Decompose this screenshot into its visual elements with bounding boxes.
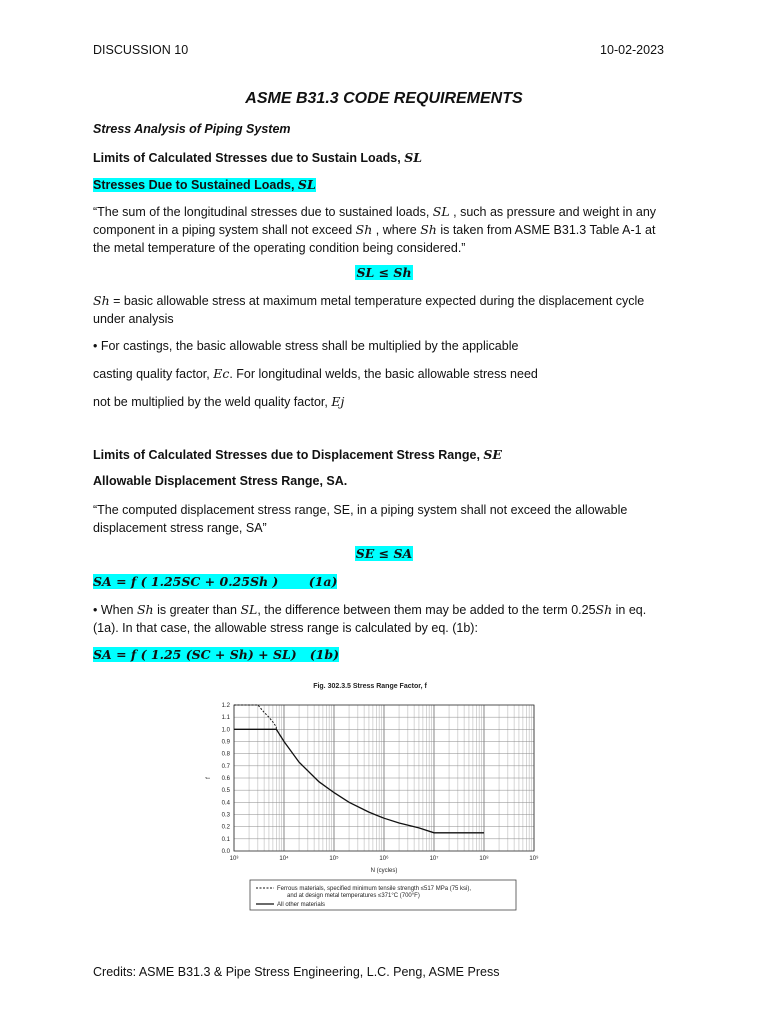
sec1-hl-text: Stresses Due to Sustained Loads,: [93, 178, 298, 192]
cast-s: Ec: [213, 366, 230, 381]
def-l2: under analysis: [93, 312, 174, 326]
series-line-2: [234, 729, 484, 833]
x-tick-label: 10⁵: [329, 856, 339, 862]
chart-legend: [250, 880, 516, 910]
y-tick-label: 0.3: [221, 812, 230, 819]
y-tick-label: 0.8: [221, 751, 230, 758]
q2c: is taken from ASME B31.3 Table A-1 at: [436, 223, 656, 237]
y-tick-label: 0.2: [221, 824, 230, 831]
cast-b: . For longitudinal welds, the basic allowable stress need: [229, 367, 538, 381]
y-tick-label: 0.4: [221, 800, 230, 807]
eq-1a: [93, 574, 337, 589]
eq-1a-text: SA = f ( 1.25SC + 0.25Sh ) (1a): [93, 574, 338, 589]
page-title: ASME B31.3 CODE REQUIREMENTS: [245, 90, 523, 107]
weld-s: Ej: [331, 394, 345, 409]
stress-range-chart: [190, 676, 539, 916]
chart-grid: [234, 705, 534, 851]
x-tick-label: 10⁷: [429, 856, 439, 862]
sec2-heading-sym: SE: [483, 447, 502, 462]
sec1-quote: [93, 203, 683, 257]
sec2-q1: “The computed displacement stress range, SE, in a piping system shall not exceed the allowable: [93, 503, 628, 517]
sec2-quote: [93, 501, 683, 537]
legend-entry-ferrous-l2: and at design metal temperatures ≤371°C (700°F): [287, 893, 420, 899]
x-tick-label: 10⁹: [529, 856, 539, 862]
y-tick-label: 1.1: [221, 715, 230, 722]
y-tick-label: 0.7: [221, 763, 230, 770]
sec2-q2: displacement stress range, SA”: [93, 521, 267, 535]
q3: the metal temperature of the operating condition being considered.”: [93, 241, 466, 255]
legend-entry-other: All other materials: [277, 902, 326, 908]
chart-title: Fig. 302.3.5 Stress Range Factor, f: [313, 683, 427, 690]
legend-entry-ferrous-l1: Ferrous materials, specified minimum tensile strength ≤517 MPa (75 ksi),: [277, 886, 472, 892]
header-right: 10-02-2023: [600, 43, 664, 57]
q2b: , where: [372, 223, 421, 237]
casting-line: [93, 365, 683, 383]
chart-axes: [222, 703, 539, 862]
def-l1: = basic allowable stress at maximum metal temperature expected during the displacement cycle: [109, 294, 645, 308]
eq-1b-text: SA = f ( 1.25 (SC + Sh) + SL) (1b): [93, 647, 340, 662]
y-tick-label: 0.0: [221, 849, 230, 855]
eq-sl-sh: SL ≤ Sh: [356, 265, 412, 280]
q1b: , such as pressure and weight in any: [449, 205, 657, 219]
y-tick-label: 1.0: [221, 727, 230, 734]
sh-definition: [93, 292, 683, 328]
when-b: is greater than: [153, 603, 241, 617]
sec1-heading-text: Limits of Calculated Stresses due to Sustain Loads,: [93, 151, 405, 165]
header-left: DISCUSSION 10: [93, 43, 189, 57]
y-tick-label: 0.1: [221, 836, 230, 843]
weld-line: [93, 393, 683, 411]
cast-a: casting quality factor,: [93, 367, 214, 381]
q1a: “The sum of the longitudinal stresses due to sustained loads,: [93, 205, 433, 219]
x-tick-label: 10⁸: [479, 856, 489, 862]
when-l2: (1a). In that case, the allowable stress range is calculated by eq. (1b):: [93, 621, 478, 635]
footer-credits: Credits: ASME B31.3 & Pipe Stress Engineering, L.C. Peng, ASME Press: [93, 965, 500, 979]
when-a: • When: [93, 603, 137, 617]
eq-1b: [93, 647, 339, 662]
sec1-hl-sym: SL: [297, 177, 316, 192]
when-s1: Sh: [136, 602, 154, 617]
when-c: , the difference between them may be added to the term 0.25: [257, 603, 596, 617]
q2a: component in a piping system shall not exceed: [93, 223, 356, 237]
y-tick-label: 0.5: [221, 788, 230, 795]
def-sym: Sh: [93, 293, 110, 308]
chart-series: [234, 705, 484, 833]
y-tick-label: 1.2: [221, 703, 230, 709]
sec1-highlight-heading: [93, 177, 316, 192]
sec2-heading: [93, 447, 502, 462]
sec2-equation: [0, 546, 768, 561]
when-s2: SL: [240, 602, 258, 617]
q2s1: Sh: [355, 222, 373, 237]
when-d: in eq.: [612, 603, 647, 617]
sec1-heading: [93, 150, 422, 165]
sec1-heading-sym: SL: [404, 150, 423, 165]
y-tick-label: 0.9: [221, 739, 230, 746]
q2s2: Sh: [420, 222, 437, 237]
x-axis-label: N (cycles): [370, 868, 398, 874]
x-tick-label: 10³: [229, 856, 239, 862]
weld-a: not be multiplied by the weld quality factor,: [93, 395, 332, 409]
x-tick-label: 10⁶: [379, 856, 389, 862]
subtitle: Stress Analysis of Piping System: [93, 122, 291, 136]
sec2-sub: Allowable Displacement Stress Range, SA.: [93, 474, 348, 488]
when-paragraph: [93, 601, 683, 637]
sec2-heading-text: Limits of Calculated Stresses due to Displacement Stress Range,: [93, 448, 484, 462]
y-axis-label: f: [206, 777, 212, 779]
x-tick-label: 10⁴: [279, 856, 289, 862]
sec1-equation: [0, 265, 768, 280]
castings-bullet: • For castings, the basic allowable stress shall be multiplied by the applicable: [93, 339, 519, 353]
eq-se-sa: SE ≤ SA: [355, 546, 413, 561]
q1s: SL: [432, 204, 450, 219]
y-tick-label: 0.6: [221, 776, 230, 782]
when-s3: Sh: [595, 602, 613, 617]
